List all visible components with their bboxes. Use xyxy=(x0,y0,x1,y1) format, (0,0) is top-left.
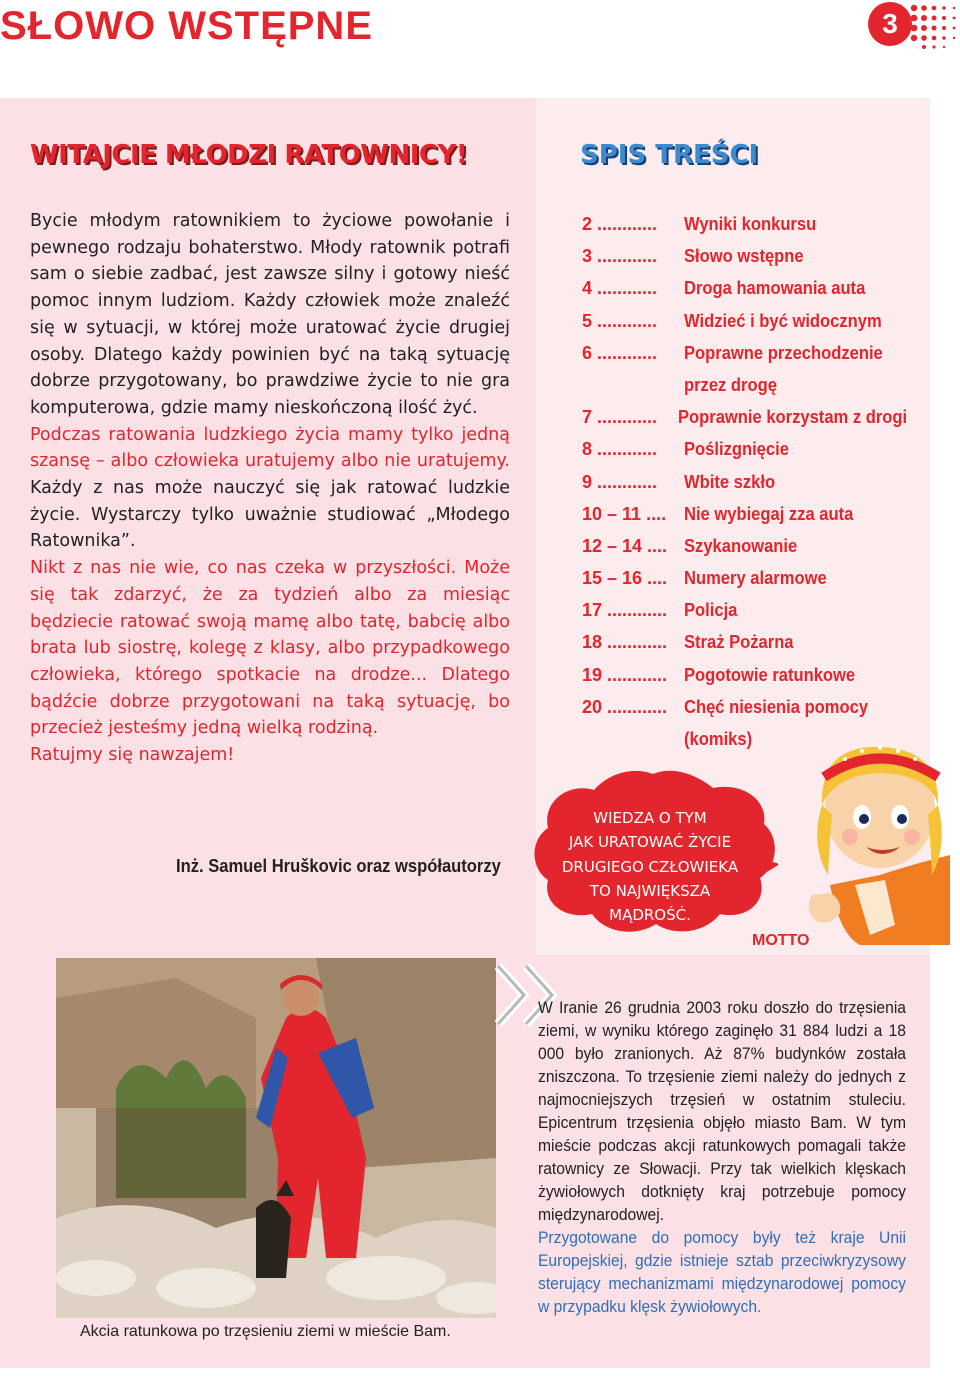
article-paragraph-1: W Iranie 26 grudnia 2003 roku doszło do trzęsienia ziemi, w wyniku którego zaginęło 31 884 ludzi a 18 000 było zranionych. Aż 87% budynków została zniszczona. To trzęsienie ziemi należy do jednych z najmocniejszych trzęsień w ostatnim stuleciu. Epicentrum trzęsienia objęło miasto Bam. W tym mieście podczas akcji ratunkowych pomagali także ratownicy ze Słowacji. Przy tak wielkich klęskach żywiołowych dotknięty kraj potrzebuje pomocy międzynarodowej. xyxy=(538,998,906,1224)
toc-item-title: Pogotowie ratunkowe xyxy=(684,664,856,685)
toc-item-title: Poślizgnięcie xyxy=(684,439,789,460)
intro-paragraph-2 xyxy=(30,422,510,556)
toc-item-title: (komiks) xyxy=(684,729,753,749)
toc-page-number: 10 – 11 .... xyxy=(582,503,667,524)
toc-item xyxy=(582,659,927,691)
toc-page-number: 15 – 16 .... xyxy=(582,568,668,589)
toc-item-title: Wyniki konkursu xyxy=(684,214,817,234)
toc-item xyxy=(582,433,927,465)
toc-item xyxy=(582,401,927,433)
toc-page-number: 6 ............ xyxy=(582,342,658,363)
toc-page-number xyxy=(582,723,684,755)
motto-line: JAK URATOWAĆ ŻYCIE xyxy=(568,833,732,852)
toc-item-title: Szykanowanie xyxy=(684,535,798,556)
toc-page-number: 20 ............ xyxy=(582,696,668,717)
toc-item xyxy=(582,466,927,498)
toc-item xyxy=(582,337,927,369)
motto-text xyxy=(540,806,760,927)
toc-page-number: 18 ............ xyxy=(582,632,668,653)
motto-line: TO NAJWIĘKSZA xyxy=(589,881,711,900)
toc-item xyxy=(582,208,927,240)
toc-item xyxy=(582,369,927,401)
toc-list xyxy=(582,208,927,755)
toc-page-number: 5 ............ xyxy=(582,310,658,331)
signature: Inż. Samuel Hruškovic oraz współautorzy xyxy=(176,856,501,876)
toc-item-title: Słowo wstępne xyxy=(684,246,804,267)
toc-item xyxy=(582,530,927,562)
page-number-badge: 3 xyxy=(868,2,912,46)
toc-page-number: 12 – 14 .... xyxy=(582,535,668,556)
motto-label: MOTTO xyxy=(752,932,810,949)
toc-heading: SPIS TREŚCI xyxy=(580,140,759,170)
toc-item xyxy=(582,691,927,723)
intro-paragraph-4: Ratujmy się nawzajem! xyxy=(30,745,235,766)
toc-item-title: Poprawne przechodzenie xyxy=(684,342,883,363)
toc-item-title: Chęć niesienia pomocy xyxy=(684,696,869,717)
toc-item xyxy=(582,240,927,272)
toc-page-number: 2 ............ xyxy=(582,214,658,234)
toc-item-title: Poprawnie korzystam z drogi xyxy=(677,407,908,428)
intro-text xyxy=(30,208,510,769)
intro-paragraph-1: Bycie młodym ratownikiem to życiowe powołanie i pewnego rodzaju bohaterstwo. Młody ratownik potrafi sam o siebie zadbać, jest zawsze silny i gotowy nieść pomoc innym ludziom. Każdy człowiek może znaleźć się w sytuacji, w której może uratować życie drugiej osoby. Dlatego każdy powinien być na taką sytuację dobrze przygotowany, bo prawdziwe życie to nie gra komputerowa, gdzie mamy nieskończoną ilość żyć. xyxy=(30,211,510,418)
earthquake-article xyxy=(538,996,906,1318)
toc-item xyxy=(582,626,927,658)
rescue-photo xyxy=(56,958,496,1318)
welcome-heading: WITAJCIE MŁODZI RATOWNICY! xyxy=(30,140,468,170)
toc-page-number: 3 ............ xyxy=(582,246,658,267)
toc-page-number: 17 ............ xyxy=(582,600,668,621)
toc-item xyxy=(582,498,927,530)
intro-paragraph-2-rest: Każdy z nas może nauczyć się jak ratować ludzkie życie. Wystarczy tylko uważnie studiować „Młodego Ratownika”. xyxy=(30,478,510,552)
page-title: SŁOWO WSTĘPNE xyxy=(0,4,373,48)
toc-item-title: Policja xyxy=(684,600,738,621)
toc-page-number xyxy=(582,369,684,401)
toc-page-number: 9 ............ xyxy=(582,471,658,492)
toc-item-title: Straż Pożarna xyxy=(684,632,794,653)
photo-caption: Akcia ratunkowa po trzęsieniu ziemi w mieście Bam. xyxy=(80,1323,451,1340)
toc-item xyxy=(582,562,927,594)
toc-item-title: Droga hamowania auta xyxy=(684,278,866,299)
halftone-dots-decoration xyxy=(908,2,960,50)
toc-item-title: Wbite szkło xyxy=(684,471,776,492)
intro-highlight: Podczas ratowania ludzkiego życia mamy tylko jedną szansę – albo człowieka uratujemy albo nie uratujemy. xyxy=(30,424,510,472)
toc-item-title: Numery alarmowe xyxy=(684,568,827,589)
toc-item-title: Nie wybiegaj zza auta xyxy=(684,503,854,524)
toc-page-number: 4 ............ xyxy=(582,278,658,299)
toc-page-number: 8 ............ xyxy=(582,439,658,460)
toc-item xyxy=(582,594,927,626)
toc-page-number: 7 ............ xyxy=(582,407,658,428)
article-paragraph-2: Przygotowane do pomocy były też kraje Unii Europejskiej, gdzie istnieje sztab przeciwkryzysowy sterujący mechanizmami międzynarodowej pomocy w przypadku klęsk żywiołowych. xyxy=(538,1228,906,1316)
toc-page-number: 19 ............ xyxy=(582,664,668,685)
toc-item xyxy=(582,305,927,337)
toc-item-title: Widzieć i być widocznym xyxy=(684,310,882,331)
motto-line: MĄDROŚĆ. xyxy=(609,906,691,925)
girl-illustration xyxy=(800,735,950,945)
motto-line: WIEDZA O TYM xyxy=(593,809,707,827)
toc-item xyxy=(582,272,927,304)
motto-line: DRUGIEGO CZŁOWIEKA xyxy=(561,857,739,876)
toc-item-title: przez drogę xyxy=(684,374,777,395)
intro-paragraph-3: Nikt z nas nie wie, co nas czeka w przyszłości. Może się tak zdarzyć, że za tydzień albo za miesiąc będziecie ratować swoją mamę albo tatę, babcię albo brata lub siostrę, kolegę z klasy, albo przypadkowego człowieka, którego spotkacie na drodze... Dlatego bądźcie dobrze przygotowani na taką sytuację, bo przecież jesteśmy jedną wielką rodziną. xyxy=(30,558,510,739)
